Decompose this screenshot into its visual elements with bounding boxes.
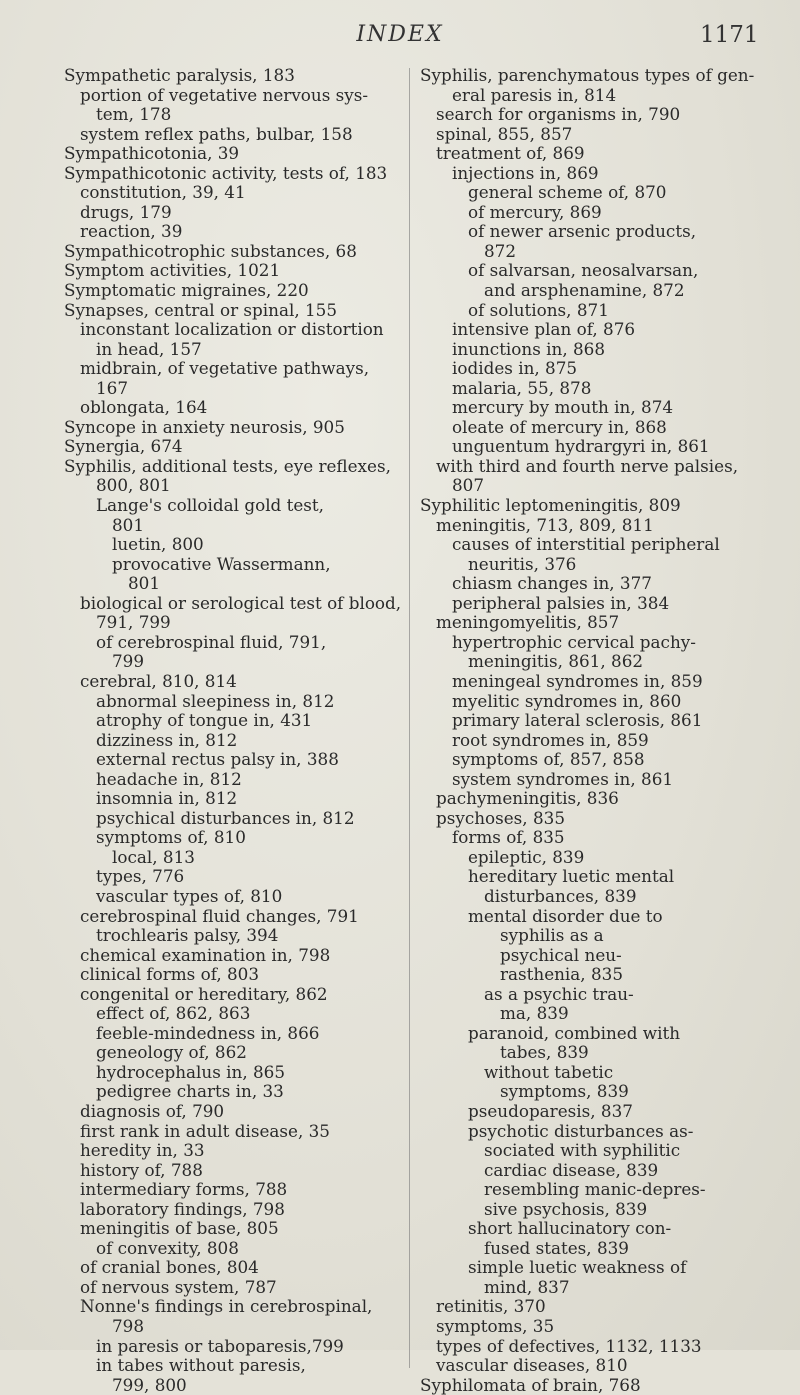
index-subentry: epileptic, 839 [468,846,585,867]
index-subentry: 800, 801 [96,475,171,496]
index-subentry: portion of vegetative nervous sys- [80,84,369,105]
index-subentry: history of, 788 [80,1159,203,1180]
index-subentry: sociated with syphilitic [484,1140,681,1161]
index-subentry: pedigree charts in, 33 [96,1081,284,1102]
index-subentry: clinical forms of, 803 [80,964,260,985]
index-subentry: of cranial bones, 804 [80,1257,259,1278]
index-subentry: midbrain, of vegetative pathways, [80,358,370,379]
index-subentry: ma, 839 [500,1003,569,1024]
index-subentry: system reflex paths, bulbar, 158 [80,123,353,144]
index-subentry: trochlearis palsy, 394 [96,925,279,946]
index-subentry: 799 [112,651,145,672]
index-subentry: pachymeningitis, 836 [436,788,619,809]
index-subentry: malaria, 55, 878 [452,377,592,398]
index-subentry: iodides in, 875 [452,358,578,379]
index-subentry: psychoses, 835 [436,807,565,828]
index-subentry: psychical disturbances in, 812 [96,807,355,828]
index-entry: Syncope in anxiety neurosis, 905 [64,416,345,437]
index-subentry: types of defectives, 1132, 1133 [436,1335,702,1356]
index-subentry: diagnosis of, 790 [80,1100,225,1121]
index-subentry: feeble-mindedness in, 866 [96,1022,320,1043]
index-subentry: inconstant localization or distortion [80,319,384,340]
index-subentry: 801 [112,514,145,535]
index-subentry: 872 [484,240,517,261]
index-entry: Sympathicotonic activity, tests of, 183 [64,162,388,183]
index-subentry: in tabes without paresis, [96,1355,306,1376]
index-subentry: of nervous system, 787 [80,1276,277,1297]
index-subentry: biological or serological test of blood, [80,592,402,613]
index-subentry: mental disorder due to [468,905,663,926]
index-entry: Sympathicotonia, 39 [64,143,240,164]
index-column-right [420,66,770,1395]
index-subentry: 167 [96,377,129,398]
index-subentry: sive psychosis, 839 [484,1198,648,1219]
index-subentry: drugs, 179 [80,201,172,222]
index-subentry: congenital or hereditary, 862 [80,983,328,1004]
index-subentry: hydrocephalus in, 865 [96,1061,286,1082]
index-subentry: meningitis of base, 805 [80,1218,279,1239]
index-subentry: and arsphenamine, 872 [484,280,685,301]
index-entry: Synergia, 674 [64,436,183,457]
index-subentry: hypertrophic cervical pachy- [452,631,696,652]
index-subentry: cerebrospinal fluid changes, 791 [80,905,359,926]
index-subentry: intermediary forms, 788 [80,1179,288,1200]
index-subentry: abnormal sleepiness in, 812 [96,690,335,711]
index-subentry: hereditary luetic mental [468,866,675,887]
index-subentry: simple luetic weakness of [468,1257,687,1278]
index-subentry: symptoms of, 857, 858 [452,749,645,770]
index-subentry: geneology of, 862 [96,1042,247,1063]
index-subentry: syphilis as a [500,925,604,946]
index-subentry: meningitis, 861, 862 [468,651,644,672]
index-subentry: intensive plan of, 876 [452,319,636,340]
index-subentry: mercury by mouth in, 874 [452,397,674,418]
index-subentry: laboratory findings, 798 [80,1198,285,1219]
index-subentry: injections in, 869 [452,162,599,183]
index-subentry: dizziness in, 812 [96,729,238,750]
index-subentry: meningitis, 713, 809, 811 [436,514,654,535]
index-subentry: symptoms, 35 [436,1316,555,1336]
index-subentry: effect of, 862, 863 [96,1003,251,1024]
index-subentry: provocative Wassermann, [112,553,331,574]
index-subentry: cerebral, 810, 814 [80,670,237,691]
index-column-left [64,66,404,1395]
index-subentry: meningomyelitis, 857 [436,612,620,633]
index-entry: Syphilis, additional tests, eye reflexes, [64,455,391,476]
index-subentry: types, 776 [96,866,185,887]
index-subentry: myelitic syndromes in, 860 [452,690,682,711]
index-subentry: cardiac disease, 839 [484,1159,659,1180]
index-entry: Syphilomata of brain, 768 [420,1374,641,1395]
index-subentry: neuritis, 376 [468,553,577,574]
index-subentry: 799, 800 [112,1374,187,1395]
index-subentry: luetin, 800 [112,534,204,555]
index-subentry: eral paresis in, 814 [452,84,617,105]
index-subentry: insomnia in, 812 [96,788,238,809]
index-subentry: with third and fourth nerve palsies, [436,455,739,476]
index-subentry: system syndromes in, 861 [452,768,674,789]
index-subentry: 801 [128,573,161,594]
index-subentry: search for organisms in, 790 [436,104,681,125]
index-subentry: first rank in adult disease, 35 [80,1120,330,1141]
index-entry: Sympathicotrophic substances, 68 [64,240,357,261]
index-subentry: of convexity, 808 [96,1237,239,1258]
index-subentry: treatment of, 869 [436,143,585,164]
index-subentry: oblongata, 164 [80,397,208,418]
page-header-title: INDEX [356,22,444,47]
index-subentry: resembling manic-depres- [484,1179,706,1200]
index-subentry: of cerebrospinal fluid, 791, [96,631,327,652]
index-subentry: paranoid, combined with [468,1022,681,1043]
column-divider [409,68,410,1368]
index-subentry: external rectus palsy in, 388 [96,749,339,770]
page-number: 1171 [700,22,759,48]
index-subentry: fused states, 839 [484,1237,629,1258]
index-subentry: chemical examination in, 798 [80,944,331,965]
index-subentry: vascular diseases, 810 [436,1355,628,1376]
index-entry: Synapses, central or spinal, 155 [64,299,338,320]
index-subentry: inunctions in, 868 [452,338,606,359]
index-subentry: of mercury, 869 [468,201,602,222]
index-subentry: heredity in, 33 [80,1140,205,1161]
index-subentry: causes of interstitial peripheral [452,534,720,555]
index-subentry: disturbances, 839 [484,885,637,906]
index-subentry: psychotic disturbances as- [468,1120,694,1141]
index-subentry: symptoms of, 810 [96,827,246,848]
index-subentry: 807 [452,475,485,496]
index-subentry: 791, 799 [96,612,171,633]
index-subentry: vascular types of, 810 [96,885,283,906]
index-subentry: 798 [112,1316,145,1336]
index-subentry: mind, 837 [484,1276,570,1297]
index-subentry: tabes, 839 [500,1042,589,1063]
index-subentry: reaction, 39 [80,221,183,242]
index-subentry: constitution, 39, 41 [80,182,246,203]
index-entry: Syphilitic leptomeningitis, 809 [420,495,681,516]
index-subentry: primary lateral sclerosis, 861 [452,710,703,731]
index-subentry: in head, 157 [96,338,202,359]
index-subentry: psychical neu- [500,944,622,965]
index-entry: Symptom activities, 1021 [64,260,281,281]
index-subentry: pseudoparesis, 837 [468,1100,633,1121]
index-subentry: Nonne's findings in cerebrospinal, [80,1296,373,1317]
index-subentry: retinitis, 370 [436,1296,546,1317]
index-subentry: atrophy of tongue in, 431 [96,710,313,731]
index-subentry: spinal, 855, 857 [436,123,573,144]
index-subentry: of solutions, 871 [468,299,609,320]
index-subentry: in paresis or taboparesis,799 [96,1335,344,1356]
index-subentry: chiasm changes in, 377 [452,573,652,594]
index-entry: Sympathetic paralysis, 183 [64,65,295,85]
index-subentry: local, 813 [112,846,195,867]
index-subentry: root syndromes in, 859 [452,729,649,750]
index-subentry: without tabetic [484,1061,614,1082]
index-entry: Symptomatic migraines, 220 [64,280,309,301]
index-subentry: oleate of mercury in, 868 [452,416,667,437]
index-subentry: meningeal syndromes in, 859 [452,670,703,691]
index-subentry: symptoms, 839 [500,1081,629,1102]
index-entry: Syphilis, parenchymatous types of gen- [420,65,755,85]
index-subentry: of salvarsan, neosalvarsan, [468,260,699,281]
index-subentry: forms of, 835 [452,827,565,848]
index-subentry: as a psychic trau- [484,983,634,1004]
index-subentry: unguentum hydrargyri in, 861 [452,436,710,457]
index-subentry: of newer arsenic products, [468,221,697,242]
index-subentry: headache in, 812 [96,768,242,789]
index-subentry: short hallucinatory con- [468,1218,672,1239]
index-subentry: rasthenia, 835 [500,964,623,985]
index-subentry: general scheme of, 870 [468,182,667,203]
index-subentry: Lange's colloidal gold test, [96,495,324,516]
index-subentry: tem, 178 [96,104,172,125]
index-subentry: peripheral palsies in, 384 [452,592,670,613]
